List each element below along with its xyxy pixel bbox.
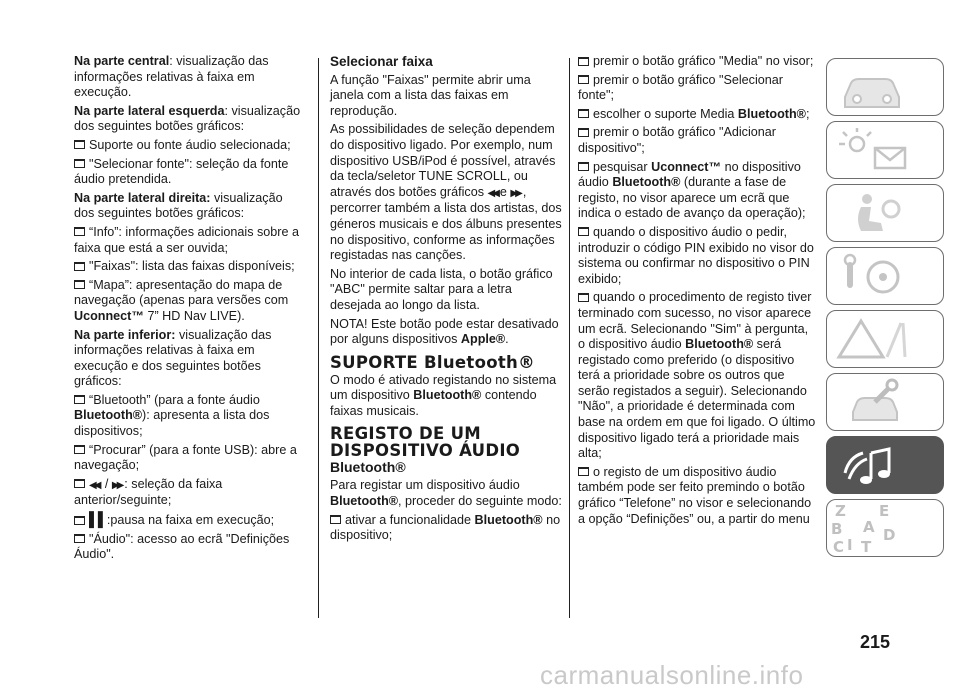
list-item: "Áudio": acesso ao ecrã "Definições Áudio".	[74, 531, 290, 562]
section-heading: SUPORTE Bluetooth®	[330, 352, 535, 372]
page-number: 215	[860, 632, 891, 652]
multimedia-music-icon	[827, 437, 944, 494]
list-item: premir o botão gráfico "Media" no visor;	[578, 54, 818, 70]
list-item: pesquisar Uconnect™ no dispositivo áudio Bluetooth® (durante a fase de registo, no visor aparece um ecrã que indica o estado de avanço da operação);	[578, 159, 806, 221]
car-dashboard-icon	[827, 59, 944, 116]
bullet-icon	[578, 293, 589, 302]
section-heading: REGISTO DE UM DISPOSITIVO ÁUDIO	[330, 424, 521, 461]
index-letter: T	[861, 538, 872, 556]
list-item: o registo de um dispositivo áudio também pode ser feito premindo o botão gráfico “Telefone” no visor e selecionando a opção “Definições” ou, a partir do menu	[578, 464, 812, 526]
note: NOTA! Este botão pode estar desativado por alguns dispositivos Apple®.	[330, 316, 559, 347]
bullet-icon	[74, 534, 85, 543]
paragraph: Na parte lateral direita: visualização dos seguintes botões gráficos:	[74, 190, 283, 221]
bullet-icon	[578, 162, 589, 171]
bullet-icon	[74, 445, 85, 454]
index-letter: D	[883, 526, 896, 544]
list-item: ativar a funcionalidade Bluetooth® no dispositivo;	[330, 512, 561, 543]
section-heading: Selecionar faixa	[330, 54, 433, 69]
tab-warning-lights[interactable]	[826, 121, 944, 179]
bullet-icon	[578, 227, 589, 236]
pause-icon: ▌▌	[89, 511, 107, 528]
bullet-icon	[74, 159, 85, 168]
list-item: “Mapa”: apresentação do mapa de navegação (apenas para versões com Uconnect™ 7” HD Nav LIVE).	[74, 277, 289, 323]
list-item: premir o botão gráfico "Selecionar fonte";	[578, 72, 783, 103]
column-3	[578, 54, 818, 530]
list-item: ◀◀ / ▶▶ : seleção da faixa anterior/seguinte;	[74, 476, 223, 508]
bullet-icon	[74, 262, 85, 271]
previous-track-icon: ◀◀	[487, 187, 497, 199]
paragraph: Na parte lateral esquerda: visualização dos seguintes botões gráficos:	[74, 103, 301, 134]
next-track-icon: ▶▶	[510, 187, 520, 199]
paragraph: O modo é ativado registando no sistema um dispositivo Bluetooth® contendo faixas musicais.	[330, 372, 557, 418]
index-letter: Z	[835, 502, 846, 520]
list-item: "Selecionar fonte": seleção da fonte áudio pretendida.	[74, 156, 289, 187]
paragraph: No interior de cada lista, o botão gráfico "ABC" permite saltar para a letra desejada ao longo da lista.	[330, 266, 553, 312]
previous-track-icon: ◀◀	[89, 479, 99, 491]
tab-dashboard[interactable]	[826, 58, 944, 116]
bullet-icon	[330, 515, 341, 524]
bullet-icon	[578, 467, 589, 476]
tab-index[interactable]	[826, 499, 944, 557]
chapter-tabs	[826, 58, 944, 562]
list-item: “Info”: informações adicionais sobre a faixa que está a ser ouvida;	[74, 224, 299, 255]
paragraph: A função "Faixas" permite abrir uma janela com a lista das faixas em reprodução.	[330, 72, 531, 118]
column-divider	[318, 58, 319, 618]
paragraph: Na parte central: visualização das informações relativas à faixa em execução.	[74, 54, 269, 100]
wrench-car-icon	[827, 374, 944, 431]
tab-safety[interactable]	[826, 184, 944, 242]
list-item: ▌▌:pausa na faixa em execução;	[74, 512, 302, 529]
tab-maintenance[interactable]	[826, 373, 944, 431]
road-warning-icon	[827, 311, 944, 368]
index-letter: E	[879, 502, 890, 520]
bullet-icon	[578, 109, 589, 118]
list-item: "Faixas": lista das faixas disponíveis;	[74, 259, 302, 275]
bullet-icon	[74, 516, 85, 525]
steering-wheel-key-icon	[827, 248, 944, 305]
index-letter: C	[833, 538, 845, 556]
bullet-icon	[74, 395, 85, 404]
watermark: carmanualsonline.info	[540, 660, 804, 690]
index-letter: A	[863, 518, 875, 536]
list-item: Suporte ou fonte áudio selecionada;	[74, 138, 302, 154]
column-2	[330, 54, 564, 547]
tab-starting-driving[interactable]	[826, 247, 944, 305]
bullet-icon	[74, 227, 85, 236]
index-letter: I	[847, 536, 853, 554]
index-letter: B	[831, 520, 843, 538]
list-item: “Bluetooth” (para a fonte áudio Bluetooth®): apresenta a lista dos dispositivos;	[74, 392, 270, 439]
list-item: “Procurar” (para a fonte USB): abre a navegação;	[74, 442, 297, 473]
column-1	[74, 54, 302, 566]
section-heading: Bluetooth®	[330, 459, 406, 476]
column-divider	[569, 58, 570, 618]
bullet-icon	[578, 128, 589, 137]
next-track-icon: ▶▶	[111, 479, 122, 491]
paragraph: Na parte inferior: visualização das informações relativas à faixa em execução e dos seguintes botões gráficos:	[74, 327, 272, 389]
bullet-icon	[74, 479, 85, 488]
bullet-icon	[74, 140, 85, 149]
bullet-icon	[578, 57, 589, 66]
bullet-icon	[578, 75, 589, 84]
list-item: quando o dispositivo áudio o pedir, introduzir o código PIN exibido no visor do sistema ou confirmar no dispositivo o PIN exibido;	[578, 224, 814, 286]
list-item: premir o botão gráfico "Adicionar dispositivo";	[578, 125, 776, 155]
list-item: escolher o suporte Media Bluetooth®;	[578, 107, 818, 123]
seat-airbag-icon	[827, 185, 944, 242]
bullet-icon	[74, 280, 85, 289]
tab-emergency[interactable]	[826, 310, 944, 368]
tab-multimedia[interactable]	[826, 436, 944, 494]
list-item: quando o procedimento de registo tiver terminado com sucesso, no visor aparece um ecrã. Selecionando "Sim" à pergunta, o dispositivo áudio Bluetooth® será registado como preferido (o dispositivo terá a prioridade sobre os outros que serão registados a seguir). Selecionando "Não", a prioridade é determinada com base na ordem em que foi ligado. O último dispositivo ligado terá a prioridade mais alta;	[578, 290, 816, 461]
warning-light-mail-icon	[827, 122, 944, 179]
paragraph: Para registar um dispositivo áudio Bluetooth®, proceder do seguinte modo:	[330, 478, 562, 509]
paragraph: As possibilidades de seleção dependem do dispositivo ligado. Por exemplo, num dispositivo USB/iPod é possível, através da tecla/seletor TUNE SCROLL, ou através dos botões gráficos ◀◀ e ▶▶ , percorrer também a lista dos artistas, dos géneros musicais e dos álbuns presentes no dispositivo, conforme as informações registadas nas canções.	[330, 122, 562, 263]
